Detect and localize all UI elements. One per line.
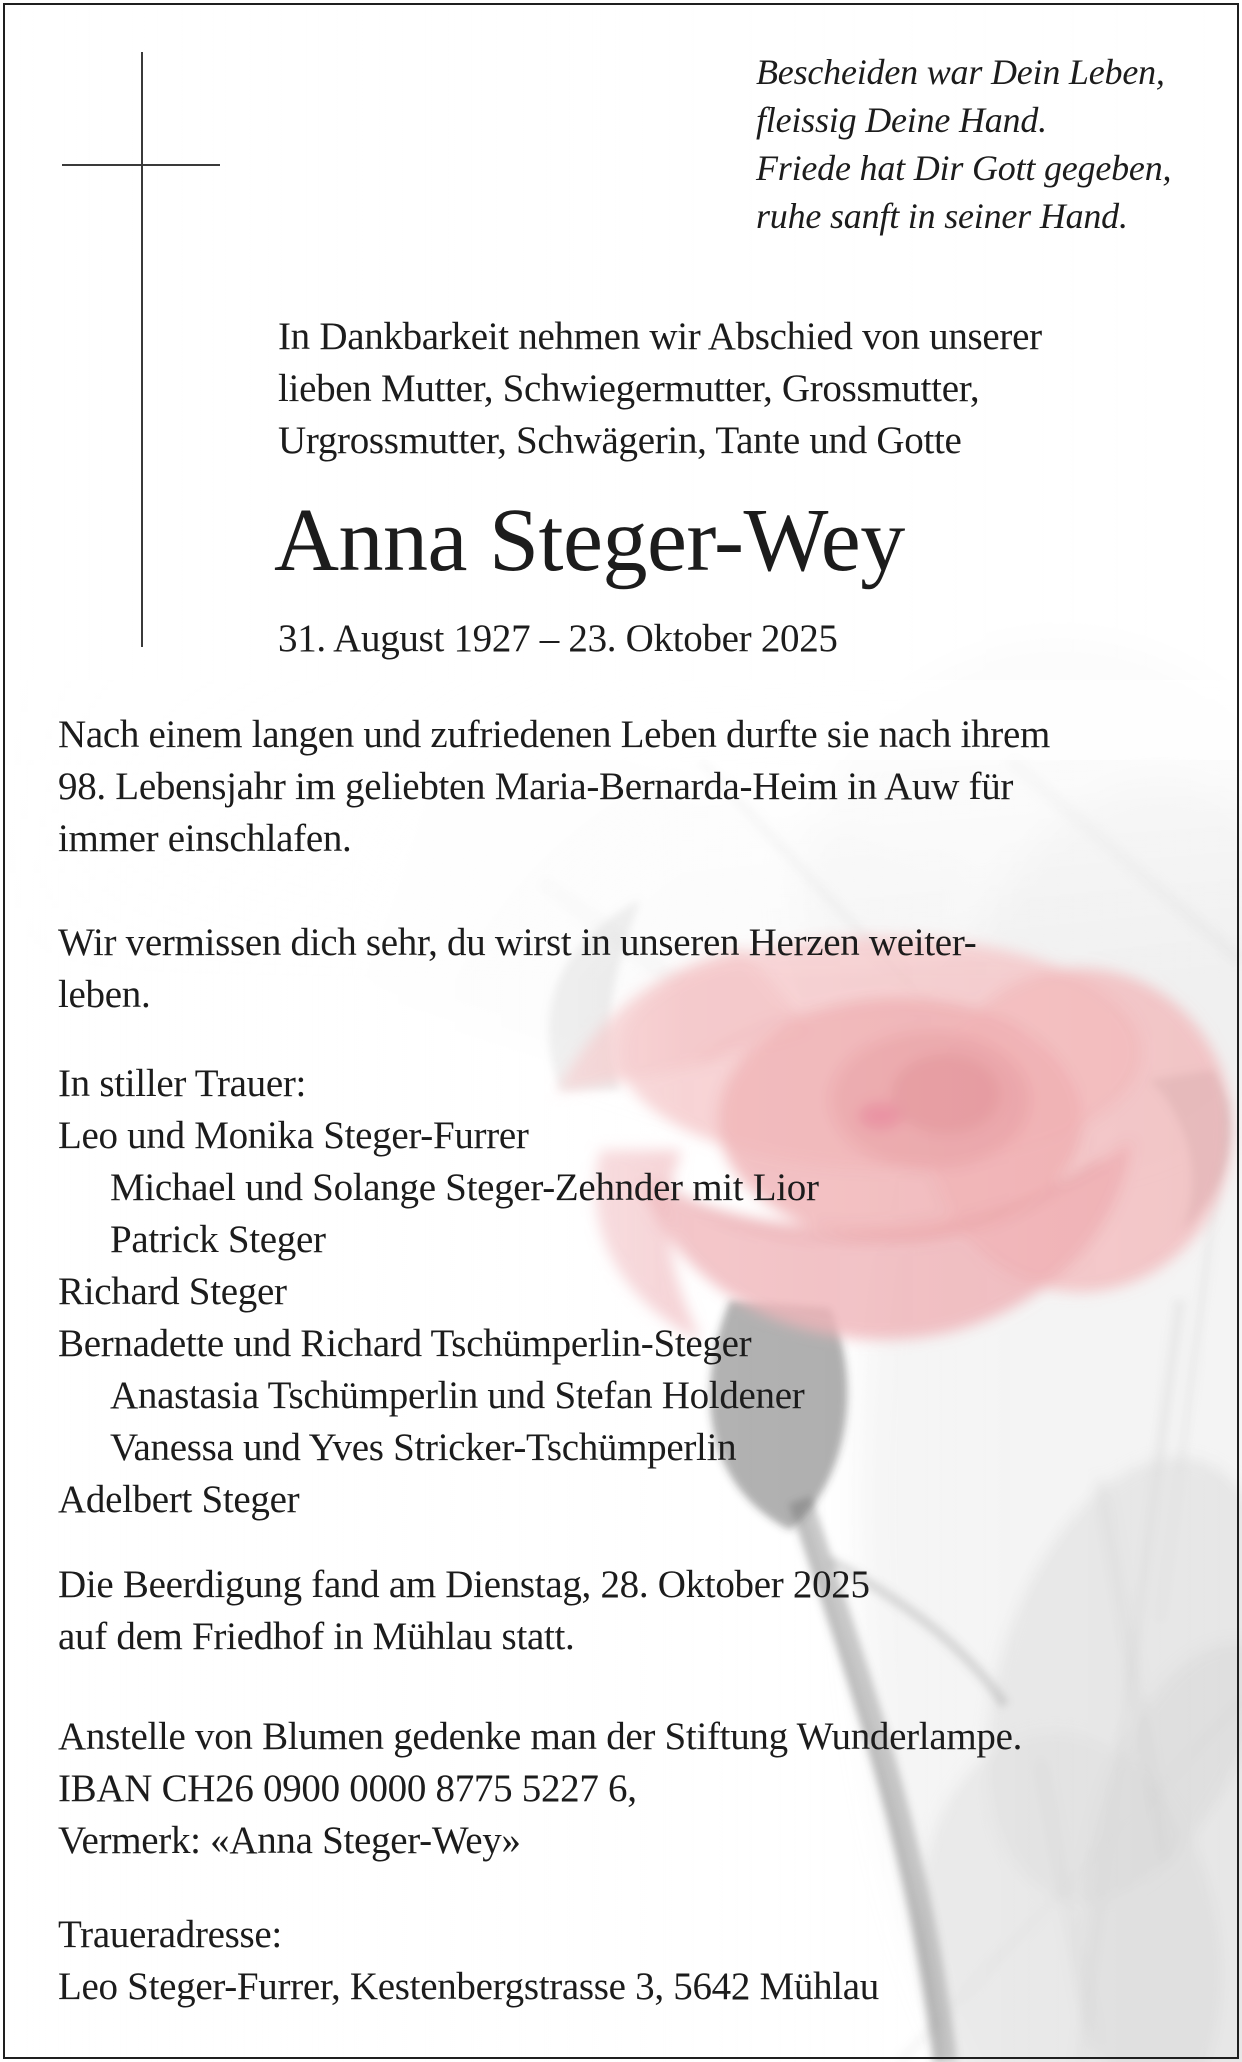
passing-line: Nach einem langen und zufriedenen Leben durfte sie nach ihrem — [58, 713, 1051, 756]
cross-horizontal-bar — [62, 164, 220, 166]
remembrance-paragraph — [58, 917, 976, 1021]
verse-line: fleissig Deine Hand. — [756, 100, 1047, 140]
mourner-name: Patrick Steger — [110, 1218, 326, 1261]
address-line: Leo Steger-Furrer, Kestenbergstrasse 3, 5642 Mühlau — [58, 1965, 880, 2008]
passing-line: 98. Lebensjahr im geliebten Maria-Bernarda-Heim in Auw für — [58, 765, 1014, 808]
donation-paragraph — [58, 1711, 1022, 1867]
verse-line: Bescheiden war Dein Leben, — [756, 52, 1165, 92]
funeral-paragraph — [58, 1559, 870, 1663]
intro-line: Urgrossmutter, Schwägerin, Tante und Gotte — [278, 419, 962, 462]
mourners-heading: In stiller Trauer: — [58, 1062, 307, 1105]
donation-line: IBAN CH26 0900 0000 8775 5227 6, — [58, 1767, 637, 1810]
passing-paragraph — [58, 709, 1050, 865]
mourner-name: Bernadette und Richard Tschümperlin-Steger — [58, 1322, 752, 1365]
mourners-section — [58, 1058, 819, 1526]
mourner-name: Leo und Monika Steger-Furrer — [58, 1114, 529, 1157]
donation-line: Vermerk: «Anna Steger-Wey» — [58, 1819, 521, 1862]
passing-line: immer einschlafen. — [58, 817, 352, 860]
cross-vertical-bar — [141, 52, 143, 647]
intro-line: lieben Mutter, Schwiegermutter, Grossmutter, — [278, 367, 980, 410]
mourner-name: Anastasia Tschümperlin und Stefan Holdener — [110, 1374, 805, 1417]
address-section — [58, 1909, 879, 2013]
mourner-name: Adelbert Steger — [58, 1478, 300, 1521]
funeral-line: Die Beerdigung fand am Dienstag, 28. Oktober 2025 — [58, 1563, 870, 1606]
mourner-name: Vanessa und Yves Stricker-Tschümperlin — [110, 1426, 737, 1469]
funeral-line: auf dem Friedhof in Mühlau statt. — [58, 1615, 575, 1658]
address-label: Traueradresse: — [58, 1913, 282, 1956]
intro-text — [278, 311, 1042, 467]
remembrance-line: leben. — [58, 973, 151, 1016]
intro-line: In Dankbarkeit nehmen wir Abschied von unserer — [278, 315, 1042, 358]
remembrance-line: Wir vermissen dich sehr, du wirst in unseren Herzen weiter- — [58, 921, 977, 964]
verse-line: Friede hat Dir Gott gegeben, — [756, 148, 1172, 188]
mourner-name: Richard Steger — [58, 1270, 287, 1313]
life-dates: 31. August 1927 – 23. Oktober 2025 — [278, 617, 838, 660]
verse-line: ruhe sanft in seiner Hand. — [756, 196, 1128, 236]
donation-line: Anstelle von Blumen gedenke man der Stiftung Wunderlampe. — [58, 1715, 1023, 1758]
verse — [756, 48, 1171, 240]
deceased-name: Anna Steger-Wey — [274, 491, 905, 590]
mourner-name: Michael und Solange Steger-Zehnder mit Lior — [110, 1166, 819, 1209]
